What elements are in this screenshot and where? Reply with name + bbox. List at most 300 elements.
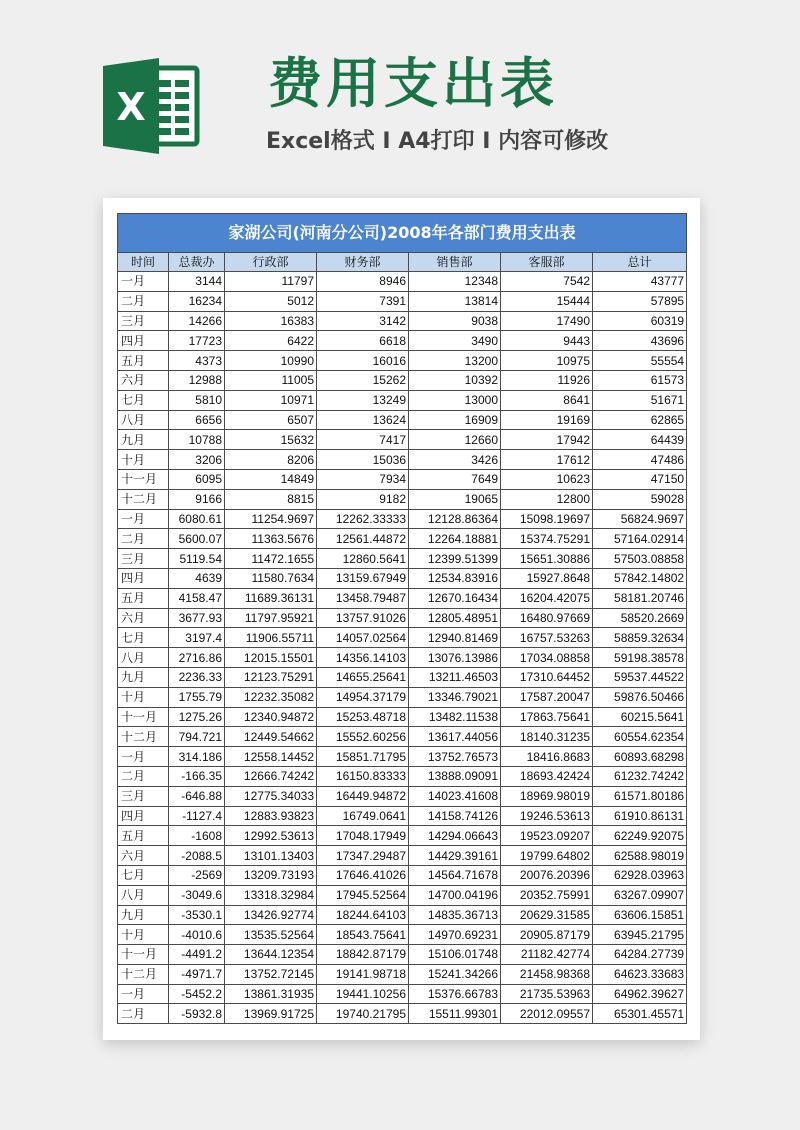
value-cell: 1755.79 <box>169 687 225 707</box>
month-cell: 二月 <box>118 1004 169 1024</box>
value-cell: 12262.33333 <box>317 509 409 529</box>
excel-logo-letter: X <box>116 85 146 129</box>
month-cell: 十二月 <box>118 489 169 509</box>
value-cell: 13076.13986 <box>409 648 501 668</box>
value-cell: 15444 <box>501 291 593 311</box>
value-cell: 6080.61 <box>169 509 225 529</box>
value-cell: 58859.32634 <box>593 628 687 648</box>
value-cell: 13482.11538 <box>409 707 501 727</box>
value-cell: 51671 <box>593 390 687 410</box>
value-cell: 2716.86 <box>169 648 225 668</box>
value-cell: 8815 <box>225 489 317 509</box>
month-cell: 一月 <box>118 509 169 529</box>
value-cell: 9166 <box>169 489 225 509</box>
value-cell: 13617.44056 <box>409 727 501 747</box>
month-cell: 三月 <box>118 786 169 806</box>
table-row <box>118 351 687 371</box>
value-cell: 16749.0641 <box>317 806 409 826</box>
value-cell: 14655.25641 <box>317 667 409 687</box>
column-header: 时间 <box>118 253 169 272</box>
value-cell: 16383 <box>225 311 317 331</box>
value-cell: 10623 <box>501 469 593 489</box>
value-cell: 15106.01748 <box>409 945 501 965</box>
column-header: 总计 <box>593 253 687 272</box>
value-cell: 14954.37179 <box>317 687 409 707</box>
value-cell: 64284.27739 <box>593 945 687 965</box>
table-row <box>118 311 687 331</box>
month-cell: 七月 <box>118 628 169 648</box>
table-row <box>118 450 687 470</box>
table-row <box>118 984 687 1004</box>
month-cell: 十月 <box>118 925 169 945</box>
column-header: 客服部 <box>501 253 593 272</box>
value-cell: 21182.42774 <box>501 945 593 965</box>
value-cell: 47486 <box>593 450 687 470</box>
value-cell: 10975 <box>501 351 593 371</box>
table-row <box>118 568 687 588</box>
value-cell: 15927.8648 <box>501 568 593 588</box>
value-cell: 17723 <box>169 331 225 351</box>
value-cell: 12940.81469 <box>409 628 501 648</box>
value-cell: 62928.03963 <box>593 865 687 885</box>
value-cell: 19065 <box>409 489 501 509</box>
table-row <box>118 390 687 410</box>
value-cell: 12666.74242 <box>225 766 317 786</box>
table-row <box>118 727 687 747</box>
value-cell: 21735.53963 <box>501 984 593 1004</box>
value-cell: 19169 <box>501 410 593 430</box>
month-cell: 八月 <box>118 885 169 905</box>
value-cell: 14266 <box>169 311 225 331</box>
value-cell: 63945.21795 <box>593 925 687 945</box>
expense-table <box>117 213 687 1024</box>
value-cell: 20352.75991 <box>501 885 593 905</box>
value-cell: 12660 <box>409 430 501 450</box>
value-cell: 13249 <box>317 390 409 410</box>
table-row <box>118 826 687 846</box>
value-cell: 11926 <box>501 370 593 390</box>
value-cell: 14970.69231 <box>409 925 501 945</box>
value-cell: 17347.29487 <box>317 846 409 866</box>
value-cell: 14023.41608 <box>409 786 501 806</box>
value-cell: 18244.64103 <box>317 905 409 925</box>
value-cell: -5932.8 <box>169 1004 225 1024</box>
value-cell: 14564.71678 <box>409 865 501 885</box>
value-cell: 13861.31935 <box>225 984 317 1004</box>
value-cell: 62865 <box>593 410 687 430</box>
value-cell: 16909 <box>409 410 501 430</box>
table-title: 家湖公司(河南分公司)2008年各部门费用支出表 <box>118 214 687 253</box>
value-cell: 47150 <box>593 469 687 489</box>
value-cell: 4373 <box>169 351 225 371</box>
page-title: 费用支出表 <box>268 52 558 115</box>
value-cell: 6507 <box>225 410 317 430</box>
value-cell: 13200 <box>409 351 501 371</box>
value-cell: 5012 <box>225 291 317 311</box>
value-cell: 20076.20396 <box>501 865 593 885</box>
value-cell: 18416.8683 <box>501 747 593 767</box>
value-cell: 11363.5676 <box>225 529 317 549</box>
value-cell: 57503.08858 <box>593 549 687 569</box>
value-cell: 57164.02914 <box>593 529 687 549</box>
month-cell: 二月 <box>118 529 169 549</box>
value-cell: 20905.87179 <box>501 925 593 945</box>
value-cell: 10971 <box>225 390 317 410</box>
value-cell: 58520.2669 <box>593 608 687 628</box>
table-row <box>118 707 687 727</box>
value-cell: 17490 <box>501 311 593 331</box>
value-cell: 60554.62354 <box>593 727 687 747</box>
value-cell: 16016 <box>317 351 409 371</box>
value-cell: 17587.20047 <box>501 687 593 707</box>
page-subtitle: Excel格式 I A4打印 I 内容可修改 <box>266 129 609 154</box>
table-row <box>118 430 687 450</box>
value-cell: 14356.14103 <box>317 648 409 668</box>
value-cell: 12558.14452 <box>225 747 317 767</box>
table-row <box>118 529 687 549</box>
month-cell: 五月 <box>118 588 169 608</box>
month-cell: 七月 <box>118 390 169 410</box>
value-cell: 11689.36131 <box>225 588 317 608</box>
value-cell: 56824.9697 <box>593 509 687 529</box>
value-cell: 11005 <box>225 370 317 390</box>
value-cell: 43777 <box>593 272 687 292</box>
value-cell: 21458.98368 <box>501 964 593 984</box>
value-cell: 2236.33 <box>169 667 225 687</box>
value-cell: 60893.68298 <box>593 747 687 767</box>
column-header: 行政部 <box>225 253 317 272</box>
column-header: 总裁办 <box>169 253 225 272</box>
value-cell: 6095 <box>169 469 225 489</box>
value-cell: 13814 <box>409 291 501 311</box>
value-cell: 16234 <box>169 291 225 311</box>
month-cell: 三月 <box>118 311 169 331</box>
value-cell: 12860.5641 <box>317 549 409 569</box>
value-cell: -166.35 <box>169 766 225 786</box>
value-cell: 15552.60256 <box>317 727 409 747</box>
table-row <box>118 925 687 945</box>
value-cell: 18543.75641 <box>317 925 409 945</box>
value-cell: 13888.09091 <box>409 766 501 786</box>
value-cell: 5119.54 <box>169 549 225 569</box>
value-cell: 11472.1655 <box>225 549 317 569</box>
value-cell: 22012.09557 <box>501 1004 593 1024</box>
value-cell: -2569 <box>169 865 225 885</box>
value-cell: 13318.32984 <box>225 885 317 905</box>
month-cell: 八月 <box>118 648 169 668</box>
value-cell: 8641 <box>501 390 593 410</box>
value-cell: 59028 <box>593 489 687 509</box>
value-cell: 9038 <box>409 311 501 331</box>
value-cell: 314.186 <box>169 747 225 767</box>
value-cell: 19141.98718 <box>317 964 409 984</box>
value-cell: 5600.07 <box>169 529 225 549</box>
table-row <box>118 885 687 905</box>
month-cell: 九月 <box>118 905 169 925</box>
value-cell: 15036 <box>317 450 409 470</box>
value-cell: 4639 <box>169 568 225 588</box>
value-cell: 13757.91026 <box>317 608 409 628</box>
value-cell: 19740.21795 <box>317 1004 409 1024</box>
table-row <box>118 648 687 668</box>
value-cell: 12800 <box>501 489 593 509</box>
table-row <box>118 945 687 965</box>
value-cell: 15374.75291 <box>501 529 593 549</box>
table-row <box>118 549 687 569</box>
value-cell: 13000 <box>409 390 501 410</box>
month-cell: 十一月 <box>118 707 169 727</box>
value-cell: 17863.75641 <box>501 707 593 727</box>
month-cell: 二月 <box>118 291 169 311</box>
table-row <box>118 1004 687 1024</box>
value-cell: 12775.34033 <box>225 786 317 806</box>
value-cell: -3049.6 <box>169 885 225 905</box>
table-header-row <box>118 253 687 272</box>
column-header: 财务部 <box>317 253 409 272</box>
month-cell: 八月 <box>118 410 169 430</box>
value-cell: 15262 <box>317 370 409 390</box>
month-cell: 七月 <box>118 865 169 885</box>
value-cell: 6656 <box>169 410 225 430</box>
value-cell: 12123.75291 <box>225 667 317 687</box>
value-cell: 12232.35082 <box>225 687 317 707</box>
table-row <box>118 865 687 885</box>
value-cell: 11580.7634 <box>225 568 317 588</box>
value-cell: 3426 <box>409 450 501 470</box>
month-cell: 五月 <box>118 826 169 846</box>
table-row <box>118 489 687 509</box>
value-cell: 15098.19697 <box>501 509 593 529</box>
value-cell: 59198.38578 <box>593 648 687 668</box>
spreadsheet-preview <box>103 198 700 1040</box>
value-cell: 12449.54662 <box>225 727 317 747</box>
value-cell: 18842.87179 <box>317 945 409 965</box>
value-cell: 3206 <box>169 450 225 470</box>
month-cell: 十月 <box>118 450 169 470</box>
value-cell: 14849 <box>225 469 317 489</box>
month-cell: 六月 <box>118 608 169 628</box>
value-cell: 17612 <box>501 450 593 470</box>
value-cell: 17945.52564 <box>317 885 409 905</box>
value-cell: 16757.53263 <box>501 628 593 648</box>
value-cell: 55554 <box>593 351 687 371</box>
value-cell: 16449.94872 <box>317 786 409 806</box>
value-cell: 3490 <box>409 331 501 351</box>
value-cell: 12805.48951 <box>409 608 501 628</box>
table-row <box>118 509 687 529</box>
value-cell: 14429.39161 <box>409 846 501 866</box>
value-cell: -2088.5 <box>169 846 225 866</box>
month-cell: 一月 <box>118 984 169 1004</box>
value-cell: 12534.83916 <box>409 568 501 588</box>
value-cell: 60319 <box>593 311 687 331</box>
value-cell: 13969.91725 <box>225 1004 317 1024</box>
value-cell: 59537.44522 <box>593 667 687 687</box>
value-cell: 62249.92075 <box>593 826 687 846</box>
month-cell: 九月 <box>118 430 169 450</box>
value-cell: 10788 <box>169 430 225 450</box>
value-cell: 7649 <box>409 469 501 489</box>
value-cell: 17048.17949 <box>317 826 409 846</box>
value-cell: 20629.31585 <box>501 905 593 925</box>
table-row <box>118 846 687 866</box>
value-cell: 12561.44872 <box>317 529 409 549</box>
value-cell: 13624 <box>317 410 409 430</box>
table-row <box>118 469 687 489</box>
value-cell: 13458.79487 <box>317 588 409 608</box>
value-cell: 3142 <box>317 311 409 331</box>
value-cell: 57895 <box>593 291 687 311</box>
month-cell: 一月 <box>118 747 169 767</box>
month-cell: 四月 <box>118 331 169 351</box>
value-cell: 13346.79021 <box>409 687 501 707</box>
table-row <box>118 370 687 390</box>
table-row <box>118 588 687 608</box>
value-cell: 61571.80186 <box>593 786 687 806</box>
value-cell: 13535.52564 <box>225 925 317 945</box>
value-cell: 64623.33683 <box>593 964 687 984</box>
value-cell: 4158.47 <box>169 588 225 608</box>
value-cell: 17646.41026 <box>317 865 409 885</box>
table-row <box>118 667 687 687</box>
value-cell: -1127.4 <box>169 806 225 826</box>
value-cell: 16204.42075 <box>501 588 593 608</box>
value-cell: 6422 <box>225 331 317 351</box>
value-cell: 13752.72145 <box>225 964 317 984</box>
month-cell: 四月 <box>118 568 169 588</box>
value-cell: 12399.51399 <box>409 549 501 569</box>
value-cell: 43696 <box>593 331 687 351</box>
value-cell: 13209.73193 <box>225 865 317 885</box>
value-cell: 18693.42424 <box>501 766 593 786</box>
value-cell: 794.721 <box>169 727 225 747</box>
value-cell: 13426.92774 <box>225 905 317 925</box>
value-cell: 12348 <box>409 272 501 292</box>
value-cell: 10392 <box>409 370 501 390</box>
value-cell: 10990 <box>225 351 317 371</box>
value-cell: 12264.18881 <box>409 529 501 549</box>
table-row <box>118 747 687 767</box>
table-row <box>118 608 687 628</box>
value-cell: 12128.86364 <box>409 509 501 529</box>
value-cell: 61573 <box>593 370 687 390</box>
value-cell: 14835.36713 <box>409 905 501 925</box>
excel-icon <box>103 58 203 154</box>
value-cell: 7934 <box>317 469 409 489</box>
value-cell: 15511.99301 <box>409 1004 501 1024</box>
value-cell: 19799.64802 <box>501 846 593 866</box>
value-cell: 12883.93823 <box>225 806 317 826</box>
value-cell: 6618 <box>317 331 409 351</box>
month-cell: 五月 <box>118 351 169 371</box>
table-row <box>118 687 687 707</box>
value-cell: 19246.53613 <box>501 806 593 826</box>
value-cell: 18969.98019 <box>501 786 593 806</box>
value-cell: 8206 <box>225 450 317 470</box>
value-cell: 19441.10256 <box>317 984 409 1004</box>
value-cell: 11797 <box>225 272 317 292</box>
month-cell: 十二月 <box>118 964 169 984</box>
value-cell: 58181.20746 <box>593 588 687 608</box>
month-cell: 十二月 <box>118 727 169 747</box>
value-cell: 12992.53613 <box>225 826 317 846</box>
value-cell: 13644.12354 <box>225 945 317 965</box>
value-cell: 14700.04196 <box>409 885 501 905</box>
value-cell: -4491.2 <box>169 945 225 965</box>
value-cell: 17034.08858 <box>501 648 593 668</box>
column-header: 销售部 <box>409 253 501 272</box>
value-cell: 16150.83333 <box>317 766 409 786</box>
value-cell: 9443 <box>501 331 593 351</box>
table-row <box>118 272 687 292</box>
value-cell: 15632 <box>225 430 317 450</box>
month-cell: 十一月 <box>118 469 169 489</box>
value-cell: 13211.46503 <box>409 667 501 687</box>
value-cell: 19523.09207 <box>501 826 593 846</box>
value-cell: 61232.74242 <box>593 766 687 786</box>
table-row <box>118 331 687 351</box>
value-cell: 17310.64452 <box>501 667 593 687</box>
value-cell: 14057.02564 <box>317 628 409 648</box>
value-cell: 11797.95921 <box>225 608 317 628</box>
value-cell: 12670.16434 <box>409 588 501 608</box>
value-cell: 9182 <box>317 489 409 509</box>
value-cell: 11254.9697 <box>225 509 317 529</box>
value-cell: -3530.1 <box>169 905 225 925</box>
value-cell: 8946 <box>317 272 409 292</box>
value-cell: 3677.93 <box>169 608 225 628</box>
month-cell: 一月 <box>118 272 169 292</box>
month-cell: 三月 <box>118 549 169 569</box>
value-cell: 15376.66783 <box>409 984 501 1004</box>
value-cell: 15851.71795 <box>317 747 409 767</box>
value-cell: 63267.09907 <box>593 885 687 905</box>
month-cell: 二月 <box>118 766 169 786</box>
value-cell: 12015.15501 <box>225 648 317 668</box>
value-cell: 15241.34266 <box>409 964 501 984</box>
value-cell: 13101.13403 <box>225 846 317 866</box>
table-row <box>118 964 687 984</box>
month-cell: 十月 <box>118 687 169 707</box>
table-row <box>118 766 687 786</box>
value-cell: 62588.98019 <box>593 846 687 866</box>
table-row <box>118 410 687 430</box>
value-cell: 17942 <box>501 430 593 450</box>
table-row <box>118 291 687 311</box>
value-cell: -5452.2 <box>169 984 225 1004</box>
value-cell: 13159.67949 <box>317 568 409 588</box>
month-cell: 十一月 <box>118 945 169 965</box>
month-cell: 四月 <box>118 806 169 826</box>
value-cell: 15253.48718 <box>317 707 409 727</box>
value-cell: -1608 <box>169 826 225 846</box>
value-cell: 14294.06643 <box>409 826 501 846</box>
month-cell: 九月 <box>118 667 169 687</box>
value-cell: 64439 <box>593 430 687 450</box>
value-cell: 65301.45571 <box>593 1004 687 1024</box>
value-cell: -646.88 <box>169 786 225 806</box>
value-cell: 7417 <box>317 430 409 450</box>
value-cell: 3144 <box>169 272 225 292</box>
value-cell: 61910.86131 <box>593 806 687 826</box>
value-cell: 63606.15851 <box>593 905 687 925</box>
value-cell: 13752.76573 <box>409 747 501 767</box>
value-cell: 7391 <box>317 291 409 311</box>
month-cell: 六月 <box>118 370 169 390</box>
value-cell: 7542 <box>501 272 593 292</box>
value-cell: 14158.74126 <box>409 806 501 826</box>
value-cell: -4010.6 <box>169 925 225 945</box>
